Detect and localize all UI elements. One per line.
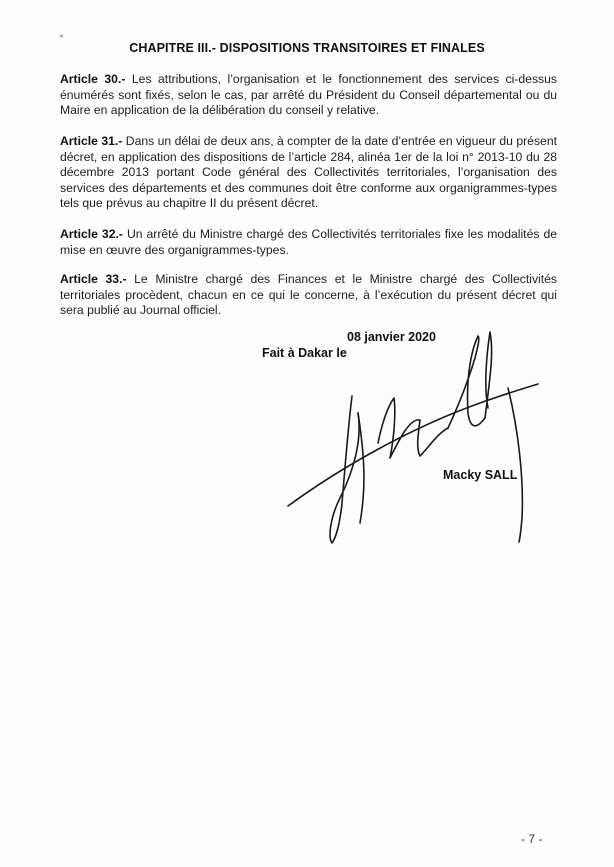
signature-date: 08 janvier 2020 [347, 330, 436, 344]
article-label: Article 33.- [60, 272, 127, 286]
page-number: - 7 - [521, 832, 543, 846]
article-30 [60, 72, 557, 119]
article-label: Article 30.- [60, 72, 126, 86]
handwritten-signature [270, 318, 560, 598]
article-label: Article 32.- [60, 227, 123, 241]
article-text: Un arrêté du Ministre chargé des Collectivités territoriales fixe les modalités de mise en œuvre des organigrammes-types. [60, 227, 557, 257]
signature-place: Fait à Dakar le [262, 346, 347, 360]
article-33 [60, 272, 557, 319]
article-text: Les attributions, l’organisation et le fonctionnement des services ci-dessus énumérés sont fixés, selon le cas, par arrêté du Président du Conseil départemental ou du Maire en application de la délibération du conseil y relative. [60, 72, 557, 118]
chapter-title: CHAPITRE III.- DISPOSITIONS TRANSITOIRES ET FINALES [129, 41, 485, 55]
signatory-name: Macky SALL [443, 468, 518, 482]
article-31 [60, 134, 557, 212]
article-32 [60, 227, 557, 258]
scan-speck [60, 34, 64, 37]
article-label: Article 31.- [60, 134, 123, 148]
article-text: Le Ministre chargé des Finances et le Ministre chargé des Collectivités territoriales procèdent, chacun en ce qui le concerne, à l’exécution du présent décret qui sera publié au Journal officiel. [60, 272, 557, 318]
article-text: Dans un délai de deux ans, à compter de la date d’entrée en vigueur du présent décret, en application des dispositions de l’article 284, alinéa 1er de la loi n° 2013-10 du 28 décembre 2013 portant Code général des Collectivités territoriales, l’organisation des services des départements et des communes doit être conforme aux organigrammes-types tels que prévus au chapitre II du présent décret. [60, 134, 557, 211]
